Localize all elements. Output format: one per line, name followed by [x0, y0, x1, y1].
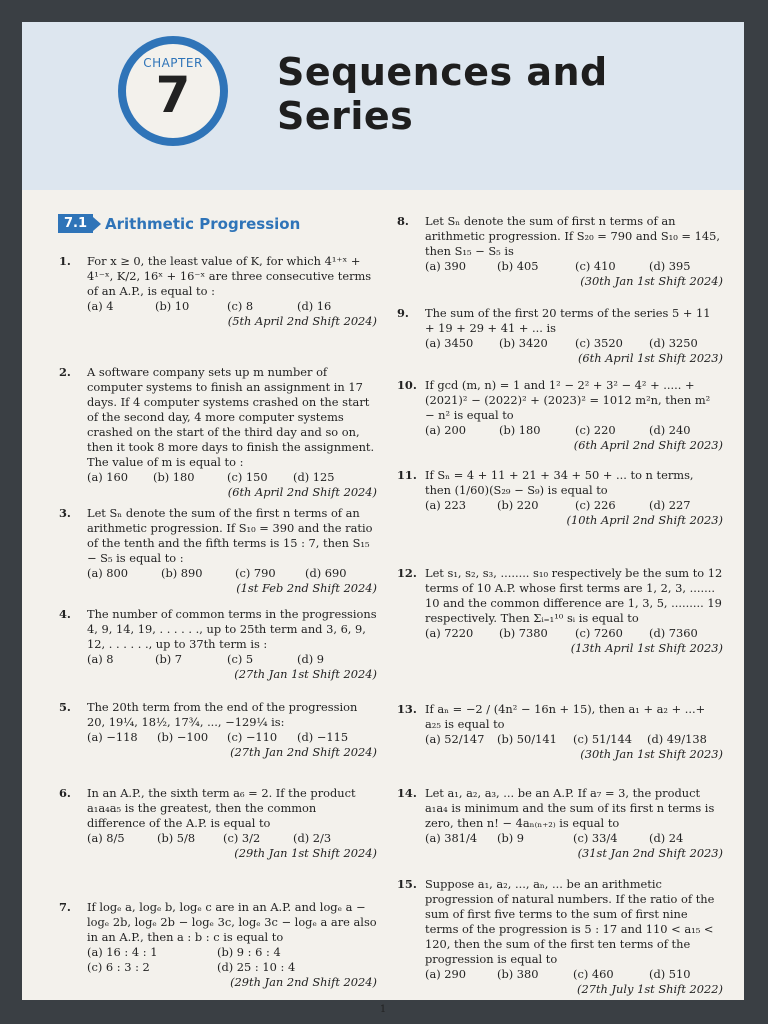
exam-source: (30th Jan 1st Shift 2023) — [580, 747, 723, 761]
option-d: (d) 125 — [293, 470, 335, 484]
option-c: (c) 3/2 — [223, 831, 261, 845]
option-b: (b) 9 : 6 : 4 — [217, 945, 281, 959]
exam-source: (27th July 1st Shift 2022) — [577, 982, 723, 996]
option-b: (b) 180 — [153, 470, 195, 484]
option-a: (a) 223 — [425, 498, 467, 512]
option-d: (d) 2/3 — [293, 831, 332, 845]
exam-source: (6th April 2nd Shift 2024) — [227, 485, 377, 499]
question-4 — [59, 607, 377, 682]
chapter-label: CHAPTER — [143, 56, 203, 70]
chapter-number: 7 — [155, 66, 191, 124]
question-text: Suppose a₁, a₂, ..., aₙ, ... be an arithmetic progression of natural numbers. If the ratio of the sum of first five terms to the sum of first nine terms of the progression is 5 : 17 and 110 < a₁₅ < 120, then the sum of the first ten terms of the progression is equal to — [425, 877, 715, 966]
option-c: (c) 3520 — [575, 336, 623, 350]
section-title: Arithmetic Progression — [105, 214, 301, 233]
option-a: (a) 7220 — [425, 626, 474, 640]
answer-options — [425, 336, 723, 351]
answer-options — [425, 498, 723, 513]
exam-source: (13th April 1st Shift 2023) — [570, 641, 723, 655]
answer-options — [425, 732, 723, 747]
answer-options — [87, 566, 377, 581]
question-text: The 20th term from the end of the progression 20, 19¼, 18½, 17¾, ..., −129¼ is: — [87, 700, 358, 729]
question-text: A software company sets up m number of computer systems to finish an assignment in 17 days. If 4 computer systems crashed on the start of the second day, 4 more computer systems crashed on the start of the third day and so on, then it took 8 more days to finish the assignment. The value of m is equal to : — [87, 365, 375, 469]
question-text: The number of common terms in the progressions 4, 9, 14, 19, . . . . . ., up to 25th term and 3, 6, 9, 12, . . . . . ., up to 37th term is : — [87, 607, 377, 651]
option-a: (a) 290 — [425, 967, 467, 981]
question-9 — [397, 306, 723, 366]
option-b: (b) 9 — [497, 831, 525, 845]
book-page — [22, 22, 744, 1015]
option-d: (d) 3250 — [649, 336, 698, 350]
question-1 — [59, 254, 377, 329]
option-d: (d) 7360 — [649, 626, 698, 640]
question-5 — [59, 700, 377, 760]
question-text: Let s₁, s₂, s₃, ........ s₁₀ respectively be the sum to 12 terms of 10 A.P. whose first terms are 1, 2, 3, ....... 10 and the common difference are 1, 3, 5, ......... 19 respectively. Then Σᵢ₌₁¹⁰ sᵢ is equal to — [425, 566, 723, 625]
option-d: (d) 24 — [649, 831, 684, 845]
option-c: (c) 33/4 — [573, 831, 618, 845]
question-text: For x ≥ 0, the least value of K, for which 4¹⁺ˣ + 4¹⁻ˣ, K/2, 16ˣ + 16⁻ˣ are three consecutive terms of an A.P., is equal to : — [87, 254, 372, 298]
question-number: 3. — [59, 506, 71, 520]
option-b: (b) 380 — [497, 967, 539, 981]
option-c: (c) 150 — [227, 470, 268, 484]
exam-source: (27th Jan 1st Shift 2024) — [234, 667, 377, 681]
answer-options — [87, 831, 377, 846]
option-c: (c) 6 : 3 : 2 — [87, 960, 150, 974]
question-8 — [397, 214, 723, 289]
option-d: (d) 690 — [305, 566, 347, 580]
answer-options — [425, 967, 723, 982]
question-6 — [59, 786, 377, 861]
option-a: (a) 200 — [425, 423, 467, 437]
exam-source: (30th Jan 1st Shift 2024) — [580, 274, 723, 288]
question-number: 7. — [59, 900, 71, 914]
exam-source: (1st Feb 2nd Shift 2024) — [236, 581, 377, 595]
option-b: (b) −100 — [157, 730, 209, 744]
answer-options — [425, 626, 723, 641]
option-a: (a) 381/4 — [425, 831, 478, 845]
option-d: (d) 9 — [297, 652, 325, 666]
question-text: The sum of the first 20 terms of the series 5 + 11 + 19 + 29 + 41 + ... is — [425, 306, 711, 335]
question-12 — [397, 566, 723, 656]
question-number: 15. — [397, 877, 417, 891]
question-number: 14. — [397, 786, 417, 800]
question-number: 10. — [397, 378, 417, 392]
option-c: (c) 410 — [575, 259, 616, 273]
chapter-badge — [118, 36, 228, 146]
answer-options — [87, 945, 377, 975]
option-d: (d) 227 — [649, 498, 691, 512]
option-c: (c) 8 — [227, 299, 254, 313]
answer-options — [87, 730, 377, 745]
option-c: (c) −110 — [227, 730, 278, 744]
question-text: If Sₙ = 4 + 11 + 21 + 34 + 50 + ... to n terms, then (1/60)(S₂₉ − S₉) is equal to — [425, 468, 694, 497]
option-a: (a) −118 — [87, 730, 138, 744]
exam-source: (5th April 2nd Shift 2024) — [227, 314, 377, 328]
question-text: Let a₁, a₂, a₃, ... be an A.P. If a₇ = 3, the product a₁a₄ is minimum and the sum of its first n terms is zero, then n! − 4aₙ₍ₙ₊₂₎ is equal to — [425, 786, 715, 830]
exam-source: (29th Jan 2nd Shift 2024) — [230, 975, 377, 989]
exam-source: (6th April 1st Shift 2023) — [577, 351, 723, 365]
option-c: (c) 7260 — [575, 626, 623, 640]
chapter-title: Sequences and Series — [277, 50, 608, 138]
section-arrow-icon — [93, 217, 101, 231]
question-text: If gcd (m, n) = 1 and 1² − 2² + 3² − 4² + ..... + (2021)² − (2022)² + (2023)² = 1012 m²n, then m² − n² is equal to — [425, 378, 711, 422]
answer-options — [87, 470, 377, 485]
answer-options — [425, 831, 723, 846]
exam-source: (31st Jan 2nd Shift 2023) — [577, 846, 723, 860]
option-b: (b) 220 — [497, 498, 539, 512]
option-c: (c) 226 — [575, 498, 616, 512]
option-d: (d) 49/138 — [647, 732, 707, 746]
option-a: (a) 52/147 — [425, 732, 485, 746]
option-c: (c) 5 — [227, 652, 254, 666]
question-7 — [59, 900, 377, 990]
page-number: 1 — [379, 1004, 387, 1015]
question-number: 9. — [397, 306, 409, 320]
question-number: 8. — [397, 214, 409, 228]
exam-source: (10th April 2nd Shift 2023) — [566, 513, 723, 527]
question-number: 1. — [59, 254, 71, 268]
option-b: (b) 7 — [155, 652, 183, 666]
question-text: Let Sₙ denote the sum of first n terms of an arithmetic progression. If S₂₀ = 790 and S₁₀ = 145, then S₁₅ − S₅ is — [425, 214, 720, 258]
answer-options — [425, 423, 723, 438]
question-2 — [59, 365, 377, 500]
option-b: (b) 10 — [155, 299, 190, 313]
option-d: (d) 240 — [649, 423, 691, 437]
option-a: (a) 8/5 — [87, 831, 125, 845]
option-b: (b) 890 — [161, 566, 203, 580]
question-number: 6. — [59, 786, 71, 800]
option-d: (d) 16 — [297, 299, 332, 313]
question-number: 5. — [59, 700, 71, 714]
question-3 — [59, 506, 377, 596]
question-14 — [397, 786, 723, 861]
option-b: (b) 5/8 — [157, 831, 196, 845]
option-a: (a) 160 — [87, 470, 129, 484]
question-number: 2. — [59, 365, 71, 379]
option-a: (a) 4 — [87, 299, 114, 313]
question-number: 13. — [397, 702, 417, 716]
question-text: Let Sₙ denote the sum of the first n terms of an arithmetic progression. If S₁₀ = 390 and the ratio of the tenth and the fifth terms is 15 : 7, then S₁₅ − S₅ is equal to : — [87, 506, 373, 565]
exam-source: (29th Jan 1st Shift 2024) — [234, 846, 377, 860]
option-b: (b) 50/141 — [497, 732, 557, 746]
option-a: (a) 3450 — [425, 336, 474, 350]
option-a: (a) 800 — [87, 566, 129, 580]
question-number: 4. — [59, 607, 71, 621]
option-a: (a) 390 — [425, 259, 467, 273]
option-c: (c) 790 — [235, 566, 276, 580]
option-b: (b) 405 — [497, 259, 539, 273]
question-number: 11. — [397, 468, 417, 482]
option-c: (c) 460 — [573, 967, 614, 981]
option-b: (b) 180 — [499, 423, 541, 437]
question-text: If aₙ = −2 / (4n² − 16n + 15), then a₁ + a₂ + ...+ a₂₅ is equal to — [425, 702, 706, 731]
question-11 — [397, 468, 723, 528]
option-c: (c) 220 — [575, 423, 616, 437]
option-d: (d) 395 — [649, 259, 691, 273]
question-15 — [397, 877, 723, 997]
option-d: (d) 510 — [649, 967, 691, 981]
option-b: (b) 3420 — [499, 336, 548, 350]
answer-options — [87, 299, 377, 314]
option-d: (d) −115 — [297, 730, 349, 744]
option-a: (a) 16 : 4 : 1 — [87, 945, 158, 959]
exam-source: (6th April 2nd Shift 2023) — [573, 438, 723, 452]
option-b: (b) 7380 — [499, 626, 548, 640]
option-c: (c) 51/144 — [573, 732, 632, 746]
question-text: If logₑ a, logₑ b, logₑ c are in an A.P. and logₑ a − logₑ 2b, logₑ 2b − logₑ 3c, logₑ 3c − logₑ a are also in an A.P., then a : b : c is equal to — [87, 900, 377, 944]
exam-source: (27th Jan 2nd Shift 2024) — [230, 745, 377, 759]
answer-options — [425, 259, 723, 274]
section-number: 7.1 — [58, 214, 93, 233]
answer-options — [87, 652, 377, 667]
question-number: 12. — [397, 566, 417, 580]
section-heading — [58, 214, 300, 233]
option-a: (a) 8 — [87, 652, 114, 666]
option-d: (d) 25 : 10 : 4 — [217, 960, 296, 974]
question-text: In an A.P., the sixth term a₆ = 2. If the product a₁a₄a₅ is the greatest, then the common difference of the A.P. is equal to — [87, 786, 356, 830]
question-13 — [397, 702, 723, 762]
question-10 — [397, 378, 723, 453]
